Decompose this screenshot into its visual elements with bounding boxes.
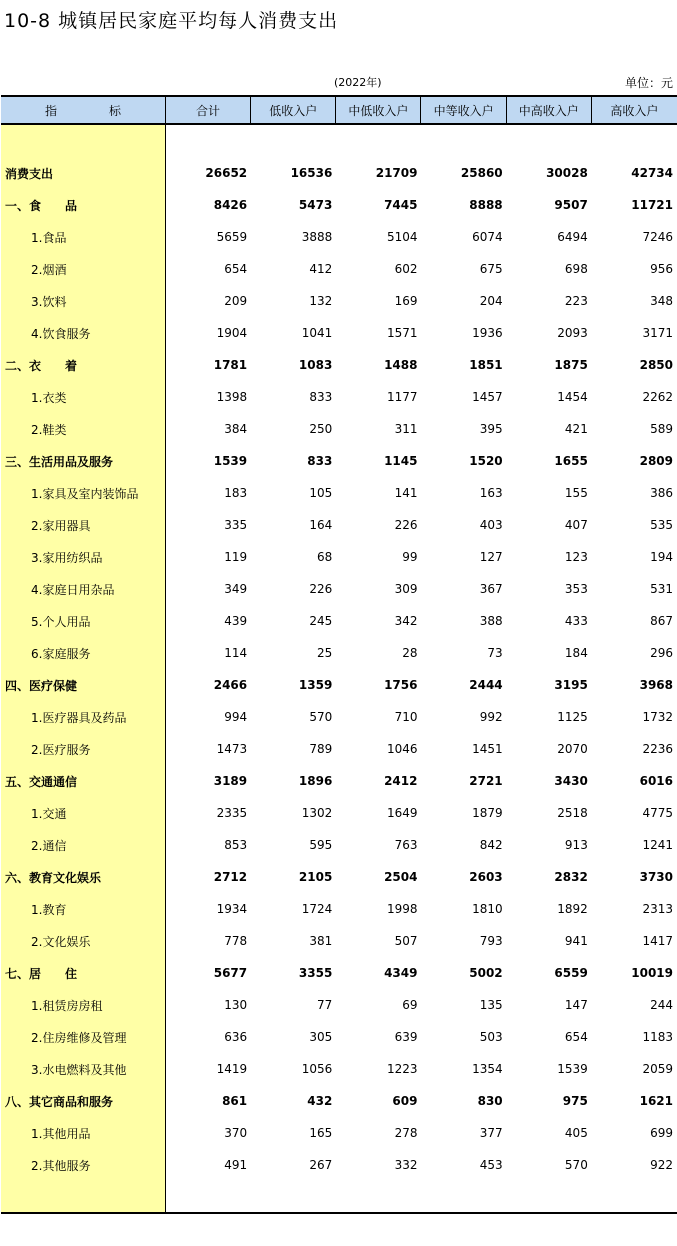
row-value: 3189 (213, 774, 248, 788)
row-value: 1041 (301, 326, 333, 340)
row-label: 三、生活用品及服务 (5, 454, 114, 469)
row-value: 1934 (216, 902, 248, 916)
row-value: 11721 (631, 198, 673, 212)
table-row (1, 1117, 677, 1149)
row-value: 194 (650, 550, 673, 564)
row-value: 3171 (642, 326, 673, 340)
row-value: 609 (392, 1094, 418, 1108)
row-value: 2070 (557, 742, 588, 756)
table-row (1, 957, 677, 989)
row-label: 2.烟酒 (31, 262, 67, 277)
row-value: 6016 (639, 774, 673, 788)
row-value: 992 (479, 710, 503, 724)
row-value: 1539 (213, 454, 248, 468)
row-value: 335 (224, 518, 248, 532)
row-value: 1183 (642, 1030, 673, 1044)
row-value: 407 (564, 518, 588, 532)
row-value: 381 (309, 934, 333, 948)
row-value: 165 (309, 1126, 333, 1140)
row-value: 141 (394, 486, 418, 500)
row-value: 698 (564, 262, 588, 276)
header-indicator: 指 标 (1, 97, 166, 123)
row-label: 2.医疗服务 (31, 742, 91, 757)
header-upper-middle-income: 中高收入户 (507, 97, 592, 123)
table-row (1, 1085, 677, 1117)
row-value: 595 (309, 838, 333, 852)
row-value: 922 (650, 1158, 673, 1172)
row-value: 1241 (642, 838, 673, 852)
row-value: 7445 (384, 198, 418, 212)
row-value: 388 (479, 614, 503, 628)
row-value: 2262 (642, 390, 673, 404)
row-value: 73 (487, 646, 503, 660)
row-label: 2.其他服务 (31, 1158, 91, 1173)
row-value: 183 (224, 486, 248, 500)
row-value: 132 (309, 294, 333, 308)
row-label: 1.家具及室内装饰品 (31, 486, 139, 501)
row-value: 1223 (386, 1062, 418, 1076)
row-label: 3.饮料 (31, 294, 67, 309)
row-value: 1724 (301, 902, 333, 916)
row-value: 353 (564, 582, 588, 596)
table-row (1, 413, 677, 445)
page-title: 10-8 城镇居民家庭平均每人消费支出 (4, 10, 339, 32)
row-value: 1359 (298, 678, 333, 692)
row-value: 130 (224, 998, 248, 1012)
row-value: 570 (564, 1158, 588, 1172)
row-value: 439 (224, 614, 248, 628)
table-row (1, 381, 677, 413)
table-row (1, 189, 677, 221)
row-value: 16536 (290, 166, 333, 180)
row-value: 1879 (472, 806, 503, 820)
row-value: 30028 (546, 166, 588, 180)
row-value: 348 (650, 294, 673, 308)
data-table (1, 95, 677, 1215)
row-value: 8426 (213, 198, 248, 212)
row-value: 114 (224, 646, 248, 660)
row-value: 1875 (554, 358, 588, 372)
row-value: 778 (224, 934, 248, 948)
table-row (1, 541, 677, 573)
row-value: 1520 (469, 454, 503, 468)
row-value: 9507 (554, 198, 588, 212)
row-label: 1.租赁房房租 (31, 998, 103, 1013)
table-row (1, 221, 677, 253)
row-value: 1145 (384, 454, 418, 468)
year-label: (2022年) (334, 76, 382, 89)
table-row (1, 733, 677, 765)
row-value: 349 (224, 582, 248, 596)
row-label: 3.家用纺织品 (31, 550, 103, 565)
row-value: 1473 (216, 742, 248, 756)
row-value: 453 (479, 1158, 503, 1172)
header-high-income: 高收入户 (610, 103, 659, 118)
table-row (1, 477, 677, 509)
row-value: 1571 (386, 326, 418, 340)
row-value: 6074 (472, 230, 503, 244)
row-label: 1.教育 (31, 902, 67, 917)
row-value: 2105 (298, 870, 333, 884)
row-value: 2412 (384, 774, 418, 788)
row-value: 793 (479, 934, 503, 948)
row-value: 1302 (301, 806, 333, 820)
row-value: 250 (309, 422, 333, 436)
row-value: 531 (650, 582, 673, 596)
table-body (1, 157, 677, 1181)
row-label: 3.水电燃料及其他 (31, 1062, 127, 1077)
row-value: 10019 (631, 966, 673, 980)
row-value: 127 (479, 550, 503, 564)
row-value: 105 (309, 486, 333, 500)
row-label: 1.交通 (31, 806, 67, 821)
row-value: 5002 (469, 966, 503, 980)
row-value: 2093 (557, 326, 588, 340)
row-value: 25 (317, 646, 333, 660)
row-value: 853 (224, 838, 248, 852)
row-value: 412 (309, 262, 333, 276)
header-middle-income: 中等收入户 (421, 97, 506, 123)
table-row (1, 573, 677, 605)
row-label: 5.个人用品 (31, 614, 91, 629)
row-value: 2335 (216, 806, 248, 820)
row-value: 26652 (205, 166, 248, 180)
row-value: 68 (317, 550, 333, 564)
row-value: 3888 (301, 230, 333, 244)
row-value: 602 (394, 262, 418, 276)
row-value: 1621 (639, 1094, 673, 1108)
row-value: 2444 (469, 678, 503, 692)
row-label: 2.家用器具 (31, 518, 91, 533)
row-value: 5473 (298, 198, 333, 212)
row-value: 403 (479, 518, 503, 532)
table-row (1, 925, 677, 957)
row-value: 5104 (386, 230, 418, 244)
row-label: 2.文化娱乐 (31, 934, 91, 949)
row-label: 1.衣类 (31, 390, 67, 405)
row-value: 278 (394, 1126, 418, 1140)
row-value: 1451 (472, 742, 503, 756)
row-value: 1417 (642, 934, 673, 948)
row-label: 二、衣 着 (5, 358, 78, 373)
row-label: 七、居 住 (5, 966, 78, 981)
row-value: 1732 (642, 710, 673, 724)
table-row (1, 285, 677, 317)
row-value: 147 (564, 998, 588, 1012)
row-value: 7246 (642, 230, 673, 244)
row-value: 123 (564, 550, 588, 564)
row-value: 342 (394, 614, 418, 628)
row-value: 570 (309, 710, 333, 724)
row-value: 833 (309, 390, 333, 404)
row-label: 1.食品 (31, 230, 67, 245)
row-label: 2.鞋类 (31, 422, 67, 437)
row-value: 1781 (213, 358, 248, 372)
table-row (1, 1021, 677, 1053)
row-value: 311 (394, 422, 418, 436)
row-label: 八、其它商品和服务 (5, 1094, 114, 1109)
row-value: 1398 (216, 390, 248, 404)
row-value: 28 (402, 646, 418, 660)
row-value: 2236 (642, 742, 673, 756)
row-value: 3430 (554, 774, 588, 788)
row-value: 975 (562, 1094, 588, 1108)
row-value: 1488 (384, 358, 418, 372)
row-label: 六、教育文化娱乐 (5, 870, 102, 885)
row-value: 2518 (557, 806, 588, 820)
row-value: 332 (394, 1158, 418, 1172)
row-value: 1655 (554, 454, 588, 468)
table-row (1, 829, 677, 861)
header-total: 合计 (166, 97, 251, 123)
row-value: 6494 (557, 230, 588, 244)
table-row (1, 1053, 677, 1085)
row-value: 119 (224, 550, 248, 564)
row-value: 2712 (213, 870, 248, 884)
row-value: 21709 (375, 166, 418, 180)
row-value: 432 (307, 1094, 333, 1108)
row-value: 433 (564, 614, 588, 628)
table-row (1, 445, 677, 477)
row-value: 589 (650, 422, 673, 436)
row-label: 四、医疗保健 (5, 678, 78, 693)
row-value: 1851 (469, 358, 503, 372)
row-value: 3968 (639, 678, 673, 692)
row-value: 491 (224, 1158, 248, 1172)
row-value: 2721 (469, 774, 503, 788)
row-value: 384 (224, 422, 248, 436)
row-value: 1046 (386, 742, 418, 756)
row-value: 244 (650, 998, 673, 1012)
row-value: 305 (309, 1030, 333, 1044)
row-value: 507 (394, 934, 418, 948)
row-value: 135 (479, 998, 503, 1012)
row-value: 994 (224, 710, 248, 724)
row-value: 654 (224, 262, 248, 276)
table-row (1, 893, 677, 925)
row-value: 4349 (384, 966, 418, 980)
row-value: 1904 (216, 326, 248, 340)
row-value: 1125 (557, 710, 588, 724)
table-row (1, 701, 677, 733)
row-value: 77 (317, 998, 333, 1012)
row-value: 405 (564, 1126, 588, 1140)
row-value: 184 (564, 646, 588, 660)
row-value: 25860 (460, 166, 503, 180)
row-value: 861 (222, 1094, 248, 1108)
row-value: 2504 (384, 870, 418, 884)
row-value: 204 (479, 294, 503, 308)
row-value: 1177 (386, 390, 418, 404)
row-value: 2809 (639, 454, 673, 468)
row-label: 一、食 品 (5, 198, 78, 213)
table-row (1, 669, 677, 701)
row-value: 421 (564, 422, 588, 436)
row-value: 1056 (301, 1062, 333, 1076)
table-row (1, 157, 677, 189)
table-row (1, 605, 677, 637)
row-value: 69 (402, 998, 418, 1012)
header-bottom-rule (1, 123, 677, 125)
row-value: 2466 (213, 678, 248, 692)
row-value: 4775 (642, 806, 673, 820)
table-row (1, 1149, 677, 1181)
table-row (1, 253, 677, 285)
row-value: 155 (564, 486, 588, 500)
table-row (1, 349, 677, 381)
row-value: 535 (650, 518, 673, 532)
table-row (1, 765, 677, 797)
row-value: 164 (309, 518, 333, 532)
table-row (1, 509, 677, 541)
row-value: 3355 (298, 966, 333, 980)
row-value: 5659 (216, 230, 248, 244)
row-value: 842 (479, 838, 503, 852)
row-label: 消费支出 (5, 166, 54, 181)
row-value: 5677 (213, 966, 248, 980)
row-value: 3730 (639, 870, 673, 884)
row-value: 1649 (386, 806, 418, 820)
row-value: 675 (479, 262, 503, 276)
row-value: 309 (394, 582, 418, 596)
row-value: 956 (650, 262, 673, 276)
row-value: 267 (309, 1158, 333, 1172)
row-value: 1454 (557, 390, 588, 404)
row-label: 1.其他用品 (31, 1126, 91, 1141)
row-value: 245 (309, 614, 333, 628)
row-value: 2059 (642, 1062, 673, 1076)
row-value: 163 (479, 486, 503, 500)
row-value: 1810 (472, 902, 503, 916)
row-value: 296 (650, 646, 673, 660)
table-header (1, 97, 677, 123)
row-value: 2603 (469, 870, 503, 884)
row-label: 2.通信 (31, 838, 67, 853)
row-value: 99 (402, 550, 418, 564)
table-row (1, 797, 677, 829)
row-value: 699 (650, 1126, 673, 1140)
row-label: 五、交通通信 (5, 774, 78, 789)
row-label: 4.家庭日用杂品 (31, 582, 115, 597)
row-value: 639 (394, 1030, 418, 1044)
row-label: 6.家庭服务 (31, 646, 91, 661)
row-value: 169 (394, 294, 418, 308)
row-value: 370 (224, 1126, 248, 1140)
header-lower-middle-income: 中低收入户 (336, 97, 421, 123)
table-bottom-rule (1, 1212, 677, 1214)
row-value: 941 (564, 934, 588, 948)
row-value: 654 (564, 1030, 588, 1044)
row-value: 223 (564, 294, 588, 308)
unit-label: 单位：元 (624, 76, 673, 90)
row-value: 1083 (298, 358, 333, 372)
row-label: 2.住房维修及管理 (31, 1030, 127, 1045)
row-value: 833 (307, 454, 333, 468)
row-value: 6559 (554, 966, 588, 980)
row-value: 1892 (557, 902, 588, 916)
row-value: 503 (479, 1030, 503, 1044)
table-row (1, 861, 677, 893)
row-value: 830 (477, 1094, 503, 1108)
row-value: 209 (224, 294, 248, 308)
row-value: 377 (479, 1126, 503, 1140)
row-value: 1896 (298, 774, 333, 788)
row-value: 1539 (557, 1062, 588, 1076)
row-value: 226 (394, 518, 418, 532)
table-row (1, 317, 677, 349)
row-value: 1419 (216, 1062, 248, 1076)
row-value: 226 (309, 582, 333, 596)
row-value: 1936 (472, 326, 503, 340)
row-value: 2313 (642, 902, 673, 916)
table-row (1, 989, 677, 1021)
row-value: 395 (479, 422, 503, 436)
row-value: 1756 (384, 678, 418, 692)
row-label: 4.饮食服务 (31, 326, 91, 341)
row-value: 789 (309, 742, 333, 756)
header-low-income: 低收入户 (251, 97, 336, 123)
row-value: 42734 (631, 166, 673, 180)
row-value: 2850 (639, 358, 673, 372)
row-value: 710 (394, 710, 418, 724)
row-value: 1354 (472, 1062, 503, 1076)
row-value: 913 (564, 838, 588, 852)
row-value: 8888 (469, 198, 503, 212)
row-value: 367 (479, 582, 503, 596)
row-value: 2832 (554, 870, 588, 884)
table-row (1, 637, 677, 669)
row-value: 763 (394, 838, 418, 852)
row-label: 1.医疗器具及药品 (31, 710, 127, 725)
row-value: 1998 (386, 902, 418, 916)
row-value: 386 (650, 486, 673, 500)
row-value: 636 (224, 1030, 248, 1044)
row-value: 3195 (554, 678, 588, 692)
row-value: 867 (650, 614, 673, 628)
row-value: 1457 (472, 390, 503, 404)
